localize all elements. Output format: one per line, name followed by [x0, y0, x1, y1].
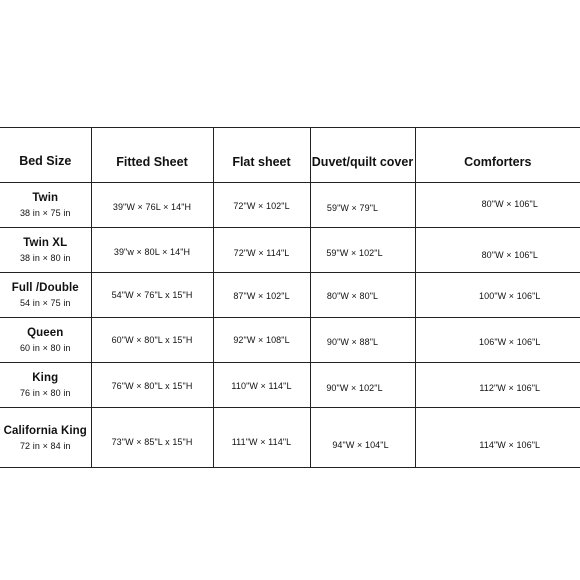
duvet-cell [310, 183, 415, 228]
bed-dims: 72 in × 84 in [19, 440, 71, 451]
fitted-value: 39"w × 80L × 14"H [113, 247, 191, 257]
header-row [0, 128, 580, 183]
duvet-cell [310, 318, 415, 363]
comforter-cell [415, 408, 580, 468]
duvet-value: 90"W × 88"L [326, 337, 379, 347]
comforter-value: 80"W × 106"L [481, 250, 538, 260]
duvet-cell [310, 228, 415, 273]
comforter-value: 100"W × 106"L [479, 291, 541, 301]
duvet-value: 90"W × 102"L [326, 383, 383, 393]
bed-size-cell [0, 273, 91, 318]
flat-value: 111"W × 114"L [231, 436, 292, 447]
duvet-cell [310, 408, 415, 468]
bed-name: Twin XL [23, 237, 68, 249]
fitted-value: 39"W × 76L × 14"H [112, 202, 192, 212]
comforter-cell [415, 228, 580, 273]
bed-name: Twin [32, 192, 59, 204]
fitted-cell [91, 363, 213, 408]
flat-cell [213, 228, 310, 273]
duvet-value: 59"W × 102"L [326, 248, 383, 258]
bed-dims: 38 in × 80 in [19, 253, 71, 263]
fitted-cell [91, 273, 213, 318]
bed-name: California King [3, 424, 87, 437]
duvet-value: 94"W × 104"L [332, 439, 389, 450]
comforter-value: 114"W × 106"L [479, 439, 541, 450]
comforter-cell [415, 363, 580, 408]
flat-value: 92"W × 108"L [233, 335, 290, 345]
bed-name: Full /Double [11, 282, 79, 294]
fitted-cell [91, 183, 213, 228]
bed-size-table [0, 127, 580, 468]
header-fitted-sheet: Fitted Sheet [91, 128, 213, 183]
fitted-cell [91, 408, 213, 468]
duvet-value: 59"W × 79"L [326, 203, 379, 213]
table-row [0, 228, 580, 273]
table-row [0, 363, 580, 408]
flat-value: 110"W × 114"L [231, 381, 292, 391]
comforter-cell [415, 183, 580, 228]
bed-dims: 38 in × 75 in [19, 208, 71, 218]
fitted-value: 60"W × 80"L x 15"H [111, 335, 193, 345]
flat-value: 87"W × 102"L [233, 291, 290, 301]
duvet-cell [310, 273, 415, 318]
comforter-value: 106"W × 106"L [479, 337, 541, 347]
comforter-cell [415, 318, 580, 363]
flat-cell [213, 318, 310, 363]
bed-size-cell [0, 363, 91, 408]
duvet-cell [310, 363, 415, 408]
fitted-cell [91, 318, 213, 363]
fitted-value: 76"W × 80"L x 15"H [111, 381, 193, 391]
bed-name: King [32, 372, 59, 384]
flat-cell [213, 408, 310, 468]
flat-cell [213, 363, 310, 408]
bed-dims: 54 in × 75 in [19, 298, 71, 308]
comforter-value: 80"W × 106"L [481, 199, 538, 209]
bed-size-cell [0, 183, 91, 228]
table-row [0, 273, 580, 318]
fitted-value: 54"W × 76"L x 15"H [111, 290, 193, 300]
flat-cell [213, 183, 310, 228]
bed-name: Queen [27, 327, 64, 339]
bed-dims: 60 in × 80 in [19, 343, 71, 353]
comforter-cell [415, 273, 580, 318]
table-body [0, 183, 580, 468]
flat-value: 72"W × 102"L [233, 201, 290, 211]
bed-size-cell [0, 228, 91, 273]
header-comforters: Comforters [415, 128, 580, 183]
comforter-value: 112"W × 106"L [479, 383, 541, 393]
header-duvet-cover: Duvet/quilt cover [310, 128, 415, 183]
flat-value: 72"W × 114"L [233, 248, 290, 258]
flat-cell [213, 273, 310, 318]
duvet-value: 80"W × 80"L [326, 291, 379, 301]
bed-size-cell [0, 318, 91, 363]
table-header [0, 128, 580, 183]
table-row [0, 408, 580, 468]
bed-size-cell [0, 408, 91, 468]
table-row [0, 318, 580, 363]
header-flat-sheet: Flat sheet [213, 128, 310, 183]
fitted-value: 73"W × 85"L x 15"H [111, 436, 193, 447]
table-row [0, 183, 580, 228]
header-bed-size: Bed Size [0, 128, 91, 183]
fitted-cell [91, 228, 213, 273]
bed-dims: 76 in × 80 in [19, 388, 71, 398]
